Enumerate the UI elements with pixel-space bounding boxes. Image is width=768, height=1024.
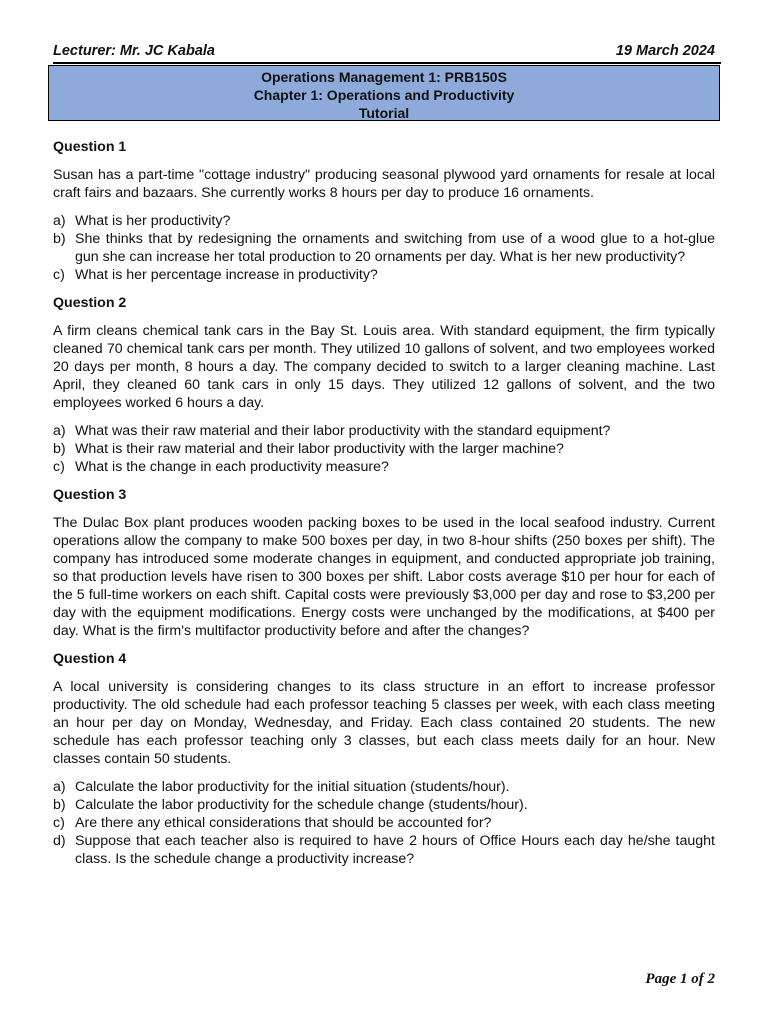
chapter-title: Chapter 1: Operations and Productivity [253,87,515,103]
page-number: Page 1 of 2 [645,971,715,987]
question-1-heading: Question 1 [53,139,127,155]
item-letter: a) [53,213,66,229]
question-2-heading: Question 2 [53,295,127,311]
item-text: What is her productivity? [75,213,231,229]
item-text: What is the change in each productivity measure? [75,459,389,475]
item-text: Suppose that each teacher also is required to have 2 hours of Office Hours each day he/she taught class. Is the schedule change a productivity increase? [75,833,715,867]
list-item [53,422,715,440]
item-letter: b) [53,231,66,247]
header-date: 19 March 2024 [615,43,715,59]
lecturer-name: Lecturer: Mr. JC Kabala [53,43,215,59]
item-letter: a) [53,423,66,439]
item-letter: c) [53,815,65,831]
list-item [53,778,715,796]
question-4-heading: Question 4 [53,651,127,667]
item-letter: c) [53,459,65,475]
question-3-text: The Dulac Box plant produces wooden packing boxes to be used in the local seafood industry. Current operations allow the company to make 500 boxes per day, in two 8-hour shifts (250 boxes per shift). The company has introduced some moderate changes in equipment, and conducted appropriate job training, so that production levels have risen to 300 boxes per shift. Labor costs average $10 per hour for each of the 5 full-time workers on each shift. Capital costs were previously $3,000 per day and rose to $3,200 per day with the equipment modifications. Energy costs were unchanged by the modifications, at $400 per day. What is the firm's multifactor productivity before and after the changes? [53,515,715,639]
question-2-parts [53,422,715,476]
list-item [53,458,715,476]
question-2-text: A firm cleans chemical tank cars in the Bay St. Louis area. With standard equipment, the firm typically cleaned 70 chemical tank cars per month. They utilized 10 gallons of solvent, and two employees worked 20 days per month, 8 hours a day. The company decided to switch to a larger cleaning machine. Last April, they cleaned 60 tank cars in only 15 days. They utilized 12 gallons of solvent, and the two employees worked 6 hours a day. [53,323,715,411]
list-item [53,212,715,230]
question-1-text: Susan has a part-time "cottage industry" producing seasonal plywood yard ornaments for resale at local craft fairs and bazaars. She currently works 8 hours per day to produce 16 ornaments. [53,167,715,201]
list-item [53,266,715,284]
item-text: Calculate the labor productivity for the schedule change (students/hour). [75,797,528,813]
list-item [53,230,715,266]
item-text: What is their raw material and their labor productivity with the larger machine? [75,441,564,457]
page-header [53,43,715,59]
document-body [53,138,715,878]
course-title: Operations Management 1: PRB150S [261,69,507,85]
item-text: Are there any ethical considerations that should be accounted for? [75,815,492,831]
item-letter: d) [53,833,66,849]
item-text: What was their raw material and their labor productivity with the standard equipment? [75,423,611,439]
question-3-heading: Question 3 [53,487,127,503]
item-text: What is her percentage increase in productivity? [75,267,378,283]
list-item [53,814,715,832]
list-item [53,440,715,458]
item-letter: a) [53,779,66,795]
item-text: Calculate the labor productivity for the initial situation (students/hour). [75,779,510,795]
item-letter: c) [53,267,65,283]
tutorial-title: Tutorial [358,105,410,121]
question-4-text: A local university is considering changes to its class structure in an effort to increase professor productivity. The old schedule had each professor teaching 5 classes per week, with each class meeting an hour per day on Monday, Wednesday, and Friday. Each class contained 20 students. The new schedule has each professor teaching only 3 classes, but each class meets daily for an hour. New classes contain 50 students. [53,679,715,767]
list-item [53,796,715,814]
item-letter: b) [53,441,66,457]
question-4-parts [53,778,715,868]
item-letter: b) [53,797,66,813]
item-text: She thinks that by redesigning the ornaments and switching from use of a wood glue to a hot-glue gun she can increase her total production to 20 ornaments per day. What is her new productivity? [75,231,715,265]
list-item [53,832,715,868]
header-divider [53,62,721,64]
title-box [48,65,720,121]
question-1-parts [53,212,715,284]
